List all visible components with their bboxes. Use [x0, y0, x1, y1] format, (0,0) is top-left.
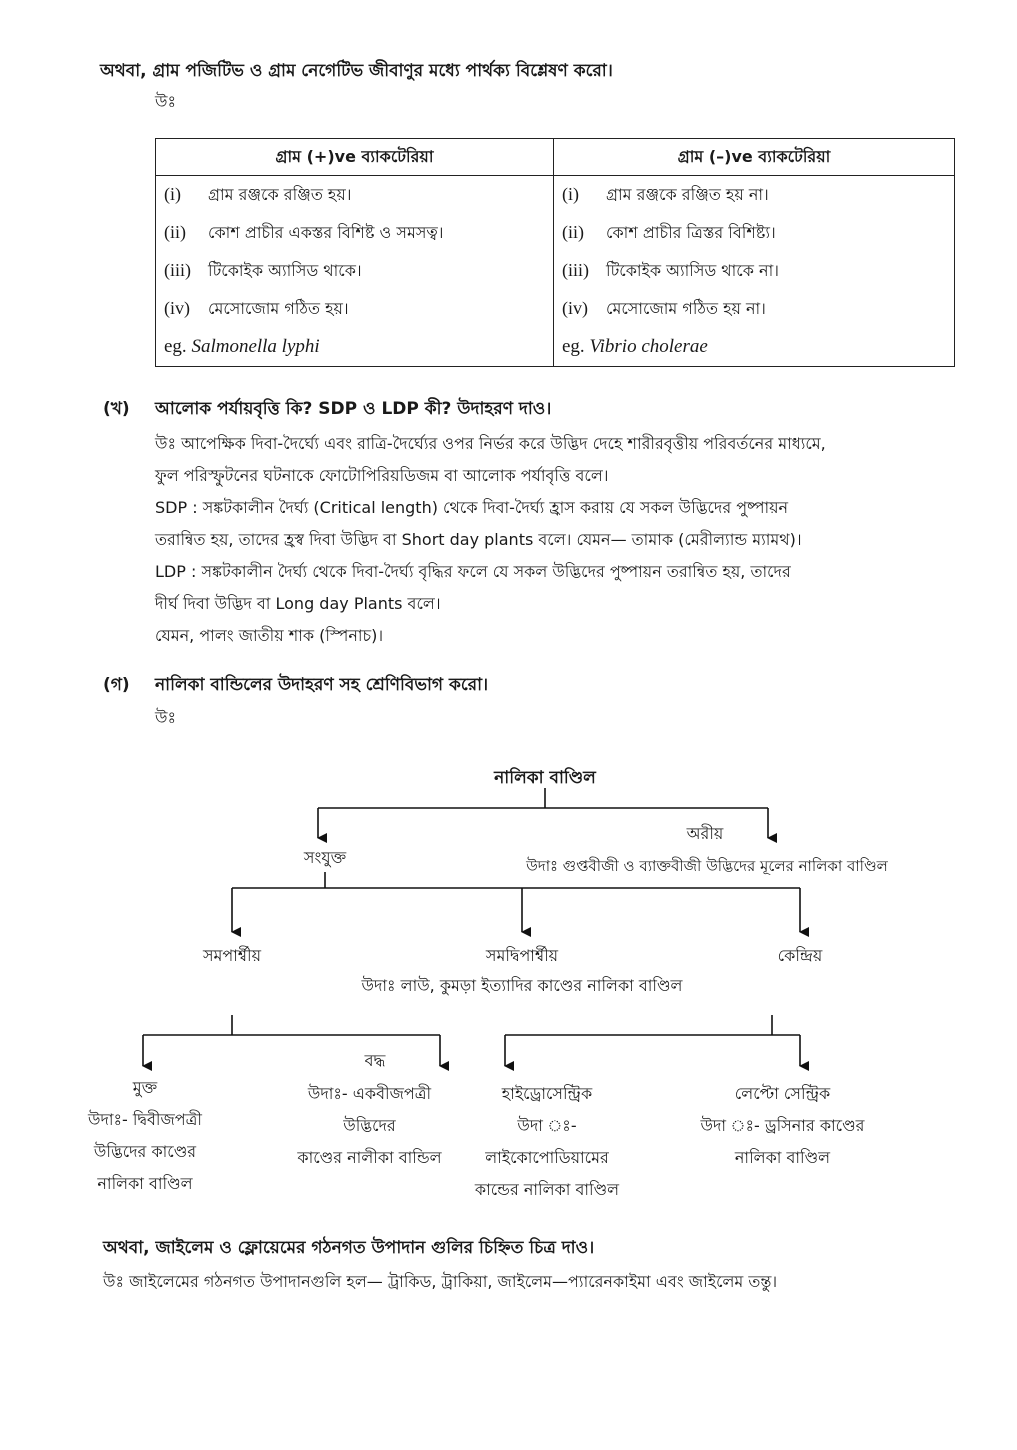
row-number: (ii): [562, 221, 584, 242]
tree-baddha: [272, 1078, 467, 1174]
answer-line: উঃ আপেক্ষিক দিবা-দৈর্ঘ্যে এবং রাত্রি-দৈর্ঘ্যের ওপর নির্ভর করে উদ্ভিদ দেহে শারীরবৃত্তীয় পরিবর্তনের মাধ্যমে,: [155, 434, 826, 453]
example-organism: Vibrio cholerae: [589, 336, 708, 357]
answer-line: দীর্ঘ দিবা উদ্ভিদ বা Long day Plants বলে।: [155, 594, 441, 613]
tree-samadviparshya-example: উদাঃ লাউ, কুমড়া ইত্যাদির কাণ্ডের নালিকা বাণ্ডিল: [361, 976, 683, 995]
node-line: উদা ঃ-: [517, 1116, 577, 1135]
tree-oriya-example: উদাঃ গুপ্তবীজী ও ব্যাক্তবীজী উদ্ভিদের মূলের নালিকা বাণ্ডিল: [526, 857, 888, 875]
tree-baddha-label: বদ্ধ: [364, 1051, 386, 1070]
node-line: নালিকা বাণ্ডিল: [97, 1174, 193, 1193]
row-number: (iii): [164, 259, 191, 280]
tree-root: নালিকা বাণ্ডিল: [494, 768, 596, 788]
tree-kendriya: কেন্দ্রিয়: [777, 946, 823, 965]
node-line: উদা ঃ- ড্রসিনার কাণ্ডের: [700, 1116, 865, 1135]
node-line: কাণ্ডের নালীকা বান্ডিল: [297, 1148, 442, 1167]
node-line: মুক্ত: [132, 1078, 158, 1097]
cell-text: কোশ প্রাচীর ত্রিস্তর বিশিষ্ট্য।: [606, 222, 776, 242]
answer-line: SDP : সঙ্কটকালীন দৈর্ঘ্য (Critical length) থেকে দিবা-দৈর্ঘ্য হ্রাস করায় যে সকল উদ্ভিদের পুষ্পায়ন: [155, 498, 789, 517]
xylem-question: অথবা, জাইলেম ও ফ্লোয়েমের গঠনগত উপাদান গুলির চিহ্নিত চিত্র দাও।: [103, 1238, 595, 1258]
cell-text: টিকোইক অ্যাসিড থাকে।: [208, 260, 362, 280]
row-number: (ii): [164, 221, 186, 242]
cell-text: টিকোইক অ্যাসিড থাকে না।: [606, 260, 779, 280]
row-number: (i): [164, 183, 181, 204]
tree-oriya: অরীয়: [686, 824, 724, 843]
header-gram-positive: গ্রাম (+)ve ব্যাকটেরিয়া: [156, 139, 554, 176]
node-line: উদ্ভিদের কাণ্ডের: [93, 1142, 197, 1161]
cell-text: কোশ প্রাচীর একস্তর বিশিষ্ট ও সমসত্ব।: [208, 222, 444, 242]
gram-question: অথবা, গ্রাম পজিটিভ ও গ্রাম নেগেটিভ জীবাণুর মধ্যে পার্থক্য বিশ্লেষণ করো।: [100, 61, 613, 81]
header-gram-negative: গ্রাম (–)ve ব্যাকটেরিয়া: [554, 139, 955, 176]
answer-line: তরান্বিত হয়, তাদের হ্রস্ব দিবা উদ্ভিদ বা Short day plants বলে। যেমন— তামাক (মেরীল্যান্ড ম্যামথ)।: [155, 530, 802, 549]
tree-hadrocentric: [452, 1078, 642, 1206]
row-number: (iv): [562, 297, 588, 318]
answer-label-gram: উঃ: [155, 92, 176, 111]
tree-samaparshya: সমপার্শ্বীয়: [202, 946, 262, 965]
xylem-answer: উঃ জাইলেমের গঠনগত উপাদানগুলি হল— ট্রাকিড, ট্রাকিয়া, জাইলেম—প্যারেনকাইমা এবং জাইলেম তন্তু।: [103, 1272, 778, 1291]
answer-line: যেমন, পালং জাতীয় শাক (স্পিনাচ)।: [155, 626, 384, 645]
tree-leptocentric: [675, 1078, 890, 1174]
row-number: (i): [562, 183, 579, 204]
node-line: উদ্ভিদের: [343, 1116, 396, 1135]
tree-mukta: [60, 1072, 230, 1200]
answer-line: LDP : সঙ্কটকালীন দৈর্ঘ্য থেকে দিবা-দৈর্ঘ্য বৃদ্ধির ফলে যে সকল উদ্ভিদের পুষ্পায়ন তরান্বিত হয়, তাদের: [155, 562, 791, 581]
node-line: উদাঃ- দ্বিবীজপত্রী: [88, 1110, 202, 1129]
eg-prefix: eg.: [164, 336, 187, 357]
cell-text: মেসোজোম গঠিত হয় না।: [606, 298, 766, 318]
ga-number: (গ): [103, 675, 130, 695]
answer-line: ফুল পরিস্ফুটনের ঘটনাকে ফোটোপিরিয়ডিজম বা আলোক পর্যাবৃত্তি বলে।: [155, 466, 609, 485]
ga-question: নালিকা বান্ডিলের উদাহরণ সহ শ্রেণিবিভাগ করো।: [155, 675, 489, 695]
row-number: (iv): [164, 297, 190, 318]
node-line: লেপ্টো সেন্ট্রিক: [734, 1084, 831, 1103]
node-line: লাইকোপোডিয়ামের: [485, 1148, 609, 1167]
row-number: (iii): [562, 259, 589, 280]
cell-text: গ্রাম রঞ্জকে রঞ্জিত হয়।: [208, 184, 352, 204]
node-line: কান্ডের নালিকা বাণ্ডিল: [474, 1180, 620, 1199]
cell-text: গ্রাম রঞ্জকে রঞ্জিত হয় না।: [606, 184, 769, 204]
tree-samadviparshya: সমদ্বিপার্শ্বীয়: [485, 946, 559, 965]
answer-label-ga: উঃ: [155, 708, 176, 727]
kha-number: (খ): [103, 399, 130, 419]
eg-prefix: eg.: [562, 336, 585, 357]
node-line: হাইড্রোসেন্ট্রিক: [501, 1084, 593, 1103]
example-organism: Salmonella lyphi: [191, 336, 320, 357]
node-line: উদাঃ- একবীজপত্রী: [307, 1084, 432, 1103]
kha-question: আলোক পর্যায়বৃত্তি কি? SDP ও LDP কী? উদাহরণ দাও।: [155, 399, 552, 419]
cell-text: মেসোজোম গঠিত হয়।: [208, 298, 349, 318]
tree-sanyukta: সংযুক্ত: [303, 848, 347, 867]
node-line: নালিকা বাণ্ডিল: [734, 1148, 831, 1167]
